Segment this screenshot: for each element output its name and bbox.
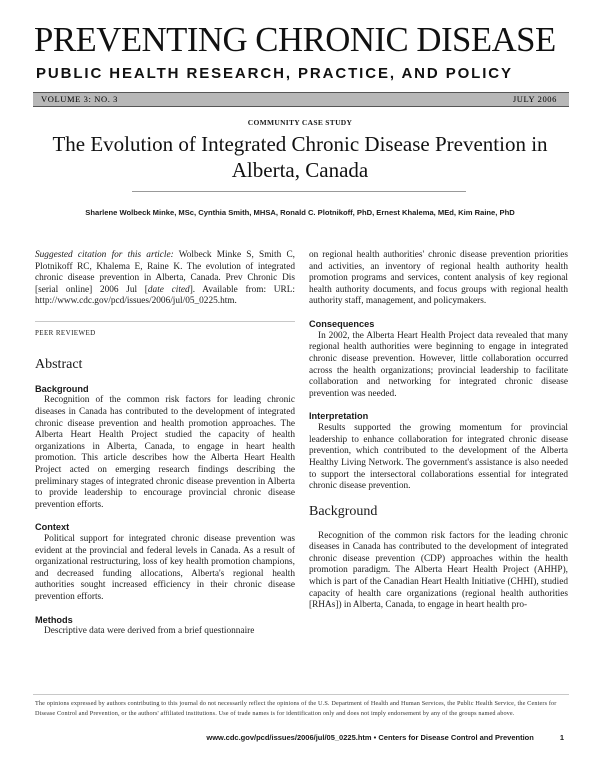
disclaimer-text: The opinions expressed by authors contributing to this journal do not necessarily reflect the opinions of the U.S. Department of Health and Human Services, the Public Health Service, the Centers for Disease Control and Prevention, or the authors' affiliated institutions. Use of trade names is for identification only and does not imply endorsement by any of the groups named above. <box>35 700 557 717</box>
citation-label: Suggested citation for this article: <box>35 250 174 260</box>
abstract-methods-text-start: Descriptive data were derived from a brief questionnaire <box>44 626 255 637</box>
abstract-interpretation-heading: Interpretation <box>309 411 369 422</box>
citation-text-1: Wolbeck Minke S, Smith C, Plotnikoff RC, Khalema E, Raine K. The evolution of integrated chronic disease prevention in Alberta, Canada. Prev Chronic Dis [serial online] 2006 Jul [ <box>35 250 296 295</box>
abstract-methods-text-cont: on regional health authorities' chronic disease prevention priorities and activities, an inventory of regional health authority health promotion programs and services, content analysis of key regional health authority documents, and focus groups with regional health authority staff, management, and policymakers. <box>309 250 568 307</box>
citation-divider <box>35 321 295 322</box>
volume-bar <box>33 92 569 107</box>
title-divider <box>132 191 466 192</box>
footer-url: www.cdc.gov/pcd/issues/2006/jul/05_0225.htm • Centers for Disease Control and Prevention <box>206 733 534 742</box>
journal-title: PREVENTING CHRONIC DISEASE <box>34 20 556 59</box>
body-background-heading: Background <box>309 503 378 519</box>
abstract-heading: Abstract <box>35 356 83 372</box>
abstract-interpretation-text: Results supported the growing momentum for provincial leadership to enhance collaboration for integrated chronic disease prevention, which contributed to the development of the Alberta Healthy Living Network. The government's assistance is also needed to support the intersectoral collaborations essential for integrated chronic disease prevention. <box>309 423 568 492</box>
abstract-consequences-text: In 2002, the Alberta Heart Health Project data revealed that many regional health authorities were beginning to engage in integrated chronic disease prevention. However, little collaboration occurred across the health organizations; provincial leadership to facilitate collaboration and networking for integrated chronic disease prevention was needed. <box>309 330 568 399</box>
page-number: 1 <box>559 733 564 742</box>
abstract-background-text: Recognition of the common risk factors for leading chronic diseases in Canada has contributed to the development of integrated chronic disease prevention and health promotion approaches. The Alberta Heart Health Project studied the capacity of health organizations in Alberta, Canada, to engage in heart health promotion. This article describes how the Alberta Heart Health Project acted on emerging research findings describing the preliminary stages of integrated chronic disease prevention in Alberta to provide leadership to encourage provincial chronic disease prevention efforts. <box>35 395 295 510</box>
peer-reviewed-label: PEER REVIEWED <box>35 328 96 337</box>
journal-subtitle: PUBLIC HEALTH RESEARCH, PRACTICE, AND POLICY <box>36 65 513 82</box>
article-title: The Evolution of Integrated Chronic Disease Prevention in Alberta, Canada <box>52 132 548 182</box>
abstract-methods-heading: Methods <box>35 614 73 625</box>
abstract-context-text: Political support for integrated chronic disease prevention was evident at the provincial and federal levels in Canada. As a result of organizational restructuring, loss of key health promotion champions, and decreased funding allocations, Alberta's regional health authorities sought increased efficiency in their chronic disease prevention efforts. <box>35 534 295 603</box>
body-background-text: Recognition of the common risk factors for the leading chronic diseases in Canada has contributed to the development of integrated chronic disease prevention (CDP) approaches within the health promotion paradigm. The Alberta Heart Health Project (AHHP), which is part of the Canadian Heart Health Initiative (CHHI), studied capacity of health care organizations (regional health authorities [RHAs]) in Alberta, Canada, to engage in heart health pro- <box>309 530 568 611</box>
citation-date-cited: date cited <box>147 284 190 295</box>
issue-date: JULY 2006 <box>512 94 557 104</box>
left-column <box>35 250 295 649</box>
volume-label: VOLUME 3: NO. 3 <box>41 94 118 104</box>
right-column <box>309 250 568 623</box>
abstract-background-heading: Background <box>35 383 89 394</box>
suggested-citation <box>35 250 295 308</box>
footer-line <box>0 733 564 742</box>
author-list: Sharlene Wolbeck Minke, MSc, Cynthia Smith, MHSA, Ronald C. Plotnikoff, PhD, Ernest Khalema, MEd, Kim Raine, PhD <box>85 208 515 217</box>
footer-divider <box>33 694 569 695</box>
study-type-label: COMMUNITY CASE STUDY <box>247 118 353 127</box>
abstract-context-heading: Context <box>35 522 70 533</box>
citation-text-2: ]. Available from: URL: http://www.cdc.gov/pcd/issues/2006/jul/05_0225.htm. <box>35 284 295 307</box>
abstract-consequences-heading: Consequences <box>309 318 375 329</box>
